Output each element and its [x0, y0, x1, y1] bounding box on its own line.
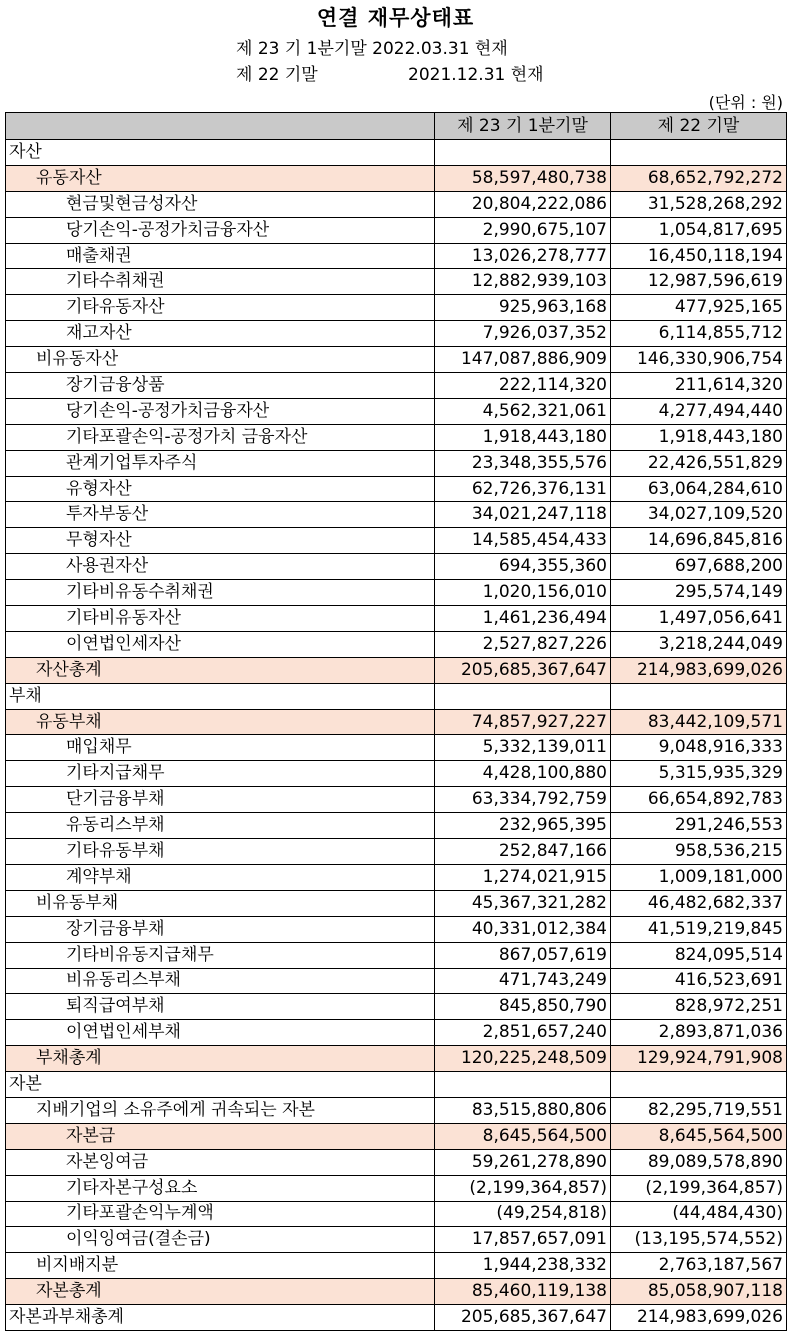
current-period-value: 23,348,355,576 — [435, 450, 611, 476]
table-row — [6, 864, 787, 890]
current-period-value: 252,847,166 — [435, 839, 611, 865]
current-period-value: 120,225,248,509 — [435, 1046, 611, 1072]
row-label: 자산 — [6, 140, 435, 166]
prior-period-value: 8,645,564,500 — [611, 1123, 787, 1149]
table-row — [6, 890, 787, 916]
table-row — [6, 787, 787, 813]
table-row — [6, 916, 787, 942]
row-label: 이연법인세부채 — [6, 1020, 435, 1046]
row-label: 기타비유동지급채무 — [6, 942, 435, 968]
row-label: 지배기업의 소유주에게 귀속되는 자본 — [6, 1097, 435, 1123]
row-label: 퇴직급여부채 — [6, 994, 435, 1020]
current-period-value: 1,918,443,180 — [435, 424, 611, 450]
row-label: 자본총계 — [6, 1279, 435, 1305]
table-row — [6, 295, 787, 321]
current-period-value: 867,057,619 — [435, 942, 611, 968]
row-label: 당기손익-공정가치금융자산 — [6, 398, 435, 424]
prior-period-value: 211,614,320 — [611, 373, 787, 399]
current-period-value: 4,562,321,061 — [435, 398, 611, 424]
row-label: 자본과부채총계 — [6, 1305, 435, 1331]
prior-period-value: 697,688,200 — [611, 554, 787, 580]
prior-period-value: 824,095,514 — [611, 942, 787, 968]
current-period-value: 5,332,139,011 — [435, 735, 611, 761]
table-row — [6, 631, 787, 657]
current-period-value: 74,857,927,227 — [435, 709, 611, 735]
prior-period-line — [236, 60, 544, 85]
row-label: 비지배지분 — [6, 1253, 435, 1279]
table-row — [6, 839, 787, 865]
table-row — [6, 606, 787, 632]
table-row — [6, 1097, 787, 1123]
table-row — [6, 243, 787, 269]
column-header-account — [6, 113, 435, 140]
current-period-value: 8,645,564,500 — [435, 1123, 611, 1149]
prior-period-value: 9,048,916,333 — [611, 735, 787, 761]
prior-period-value: 12,987,596,619 — [611, 269, 787, 295]
prior-period-value: 82,295,719,551 — [611, 1097, 787, 1123]
row-label: 기타자본구성요소 — [6, 1175, 435, 1201]
current-period-value: 4,428,100,880 — [435, 761, 611, 787]
prior-period-value — [611, 1072, 787, 1098]
prior-period-value: 46,482,682,337 — [611, 890, 787, 916]
row-label: 현금및현금성자산 — [6, 191, 435, 217]
table-row — [6, 528, 787, 554]
current-period-value: 1,020,156,010 — [435, 580, 611, 606]
prior-period-value: 4,277,494,440 — [611, 398, 787, 424]
current-period-value: 471,743,249 — [435, 968, 611, 994]
row-label: 유동자산 — [6, 165, 435, 191]
table-row — [6, 1305, 787, 1331]
prior-period-value: 2,763,187,567 — [611, 1253, 787, 1279]
table-row — [6, 191, 787, 217]
table-row — [6, 761, 787, 787]
prior-period-value: 66,654,892,783 — [611, 787, 787, 813]
row-label: 재고자산 — [6, 321, 435, 347]
table-row — [6, 321, 787, 347]
prior-period-value: 129,924,791,908 — [611, 1046, 787, 1072]
current-period-value: 13,026,278,777 — [435, 243, 611, 269]
current-period-line: 제 23 기 1분기말 2022.03.31 현재 — [236, 39, 508, 59]
row-label: 기타포괄손익누계액 — [6, 1201, 435, 1227]
prior-period-value: 146,330,906,754 — [611, 347, 787, 373]
table-row — [6, 476, 787, 502]
table-row — [6, 347, 787, 373]
prior-period-value: 22,426,551,829 — [611, 450, 787, 476]
prior-period-value: 1,009,181,000 — [611, 864, 787, 890]
table-row — [6, 269, 787, 295]
row-label: 비유동자산 — [6, 347, 435, 373]
table-header-row — [6, 113, 787, 140]
row-label: 비유동부채 — [6, 890, 435, 916]
prior-period-value: 31,528,268,292 — [611, 191, 787, 217]
row-label: 장기금융부채 — [6, 916, 435, 942]
prior-period-value: 85,058,907,118 — [611, 1279, 787, 1305]
table-row — [6, 398, 787, 424]
prior-period-value: 1,918,443,180 — [611, 424, 787, 450]
table-row — [6, 1175, 787, 1201]
row-label: 유동부채 — [6, 709, 435, 735]
current-period-value: (2,199,364,857) — [435, 1175, 611, 1201]
page-title: 연결 재무상태표 — [316, 6, 475, 30]
current-period-value: 205,685,367,647 — [435, 1305, 611, 1331]
table-row — [6, 1072, 787, 1098]
current-period-value: 7,926,037,352 — [435, 321, 611, 347]
table-row — [6, 502, 787, 528]
current-period-value: 45,367,321,282 — [435, 890, 611, 916]
row-label: 기타포괄손익-공정가치 금융자산 — [6, 424, 435, 450]
prior-period-value: 41,519,219,845 — [611, 916, 787, 942]
table-row — [6, 657, 787, 683]
prior-period-value: 828,972,251 — [611, 994, 787, 1020]
row-label: 장기금융상품 — [6, 373, 435, 399]
table-row — [6, 709, 787, 735]
table-row — [6, 1201, 787, 1227]
current-period-value: 63,334,792,759 — [435, 787, 611, 813]
table-row — [6, 580, 787, 606]
row-label: 기타비유동자산 — [6, 606, 435, 632]
row-label: 부채 — [6, 683, 435, 709]
prior-period-value: 958,536,215 — [611, 839, 787, 865]
current-period-value: 85,460,119,138 — [435, 1279, 611, 1305]
row-label: 기타비유동수취채권 — [6, 580, 435, 606]
table-row — [6, 735, 787, 761]
row-label: 기타유동부채 — [6, 839, 435, 865]
prior-period-value: 1,497,056,641 — [611, 606, 787, 632]
row-label: 이익잉여금(결손금) — [6, 1227, 435, 1253]
row-label: 매출채권 — [6, 243, 435, 269]
current-period-value: 1,274,021,915 — [435, 864, 611, 890]
prior-period-value: 291,246,553 — [611, 813, 787, 839]
current-period-value: 62,726,376,131 — [435, 476, 611, 502]
row-label: 계약부채 — [6, 864, 435, 890]
current-period-value: 58,597,480,738 — [435, 165, 611, 191]
current-period-value: 925,963,168 — [435, 295, 611, 321]
table-row — [6, 968, 787, 994]
current-period-value: 232,965,395 — [435, 813, 611, 839]
table-row — [6, 424, 787, 450]
balance-sheet-table — [5, 112, 787, 1331]
current-period-value: 1,944,238,332 — [435, 1253, 611, 1279]
prior-period-value — [611, 140, 787, 166]
row-label: 투자부동산 — [6, 502, 435, 528]
current-period-value: 694,355,360 — [435, 554, 611, 580]
current-period-value: (49,254,818) — [435, 1201, 611, 1227]
table-row — [6, 165, 787, 191]
prior-period-value: 5,315,935,329 — [611, 761, 787, 787]
row-label: 유동리스부채 — [6, 813, 435, 839]
current-period-value: 20,804,222,086 — [435, 191, 611, 217]
prior-period-value: 3,218,244,049 — [611, 631, 787, 657]
prior-period-value: 295,574,149 — [611, 580, 787, 606]
current-period-value: 59,261,278,890 — [435, 1149, 611, 1175]
table-row — [6, 1279, 787, 1305]
current-period-value: 17,857,657,091 — [435, 1227, 611, 1253]
row-label: 관계기업투자주식 — [6, 450, 435, 476]
prior-period-value: 34,027,109,520 — [611, 502, 787, 528]
current-period-value: 1,461,236,494 — [435, 606, 611, 632]
row-label: 사용권자산 — [6, 554, 435, 580]
current-period-value: 14,585,454,433 — [435, 528, 611, 554]
prior-period-value: 16,450,118,194 — [611, 243, 787, 269]
prior-period-value: 1,054,817,695 — [611, 217, 787, 243]
table-row — [6, 554, 787, 580]
row-label: 자본금 — [6, 1123, 435, 1149]
table-row — [6, 140, 787, 166]
current-period-value — [435, 1072, 611, 1098]
prior-period-value: (44,484,430) — [611, 1201, 787, 1227]
current-period-value: 222,114,320 — [435, 373, 611, 399]
table-row — [6, 994, 787, 1020]
current-period-value: 2,527,827,226 — [435, 631, 611, 657]
table-row — [6, 1253, 787, 1279]
table-row — [6, 813, 787, 839]
prior-period-value: 477,925,165 — [611, 295, 787, 321]
current-period-value: 2,990,675,107 — [435, 217, 611, 243]
prior-period-value: 2,893,871,036 — [611, 1020, 787, 1046]
prior-period-value: (13,195,574,552) — [611, 1227, 787, 1253]
current-period-value — [435, 683, 611, 709]
row-label: 부채총계 — [6, 1046, 435, 1072]
current-period-value: 12,882,939,103 — [435, 269, 611, 295]
prior-period-value: 214,983,699,026 — [611, 657, 787, 683]
table-row — [6, 1149, 787, 1175]
prior-period-value: 214,983,699,026 — [611, 1305, 787, 1331]
current-period-value: 147,087,886,909 — [435, 347, 611, 373]
current-period-value — [435, 140, 611, 166]
row-label: 유형자산 — [6, 476, 435, 502]
current-period-value: 83,515,880,806 — [435, 1097, 611, 1123]
prior-period-date: 2021.12.31 현재 — [408, 65, 544, 85]
table-row — [6, 450, 787, 476]
row-label: 자본 — [6, 1072, 435, 1098]
row-label: 당기손익-공정가치금융자산 — [6, 217, 435, 243]
row-label: 기타유동자산 — [6, 295, 435, 321]
row-label: 매입채무 — [6, 735, 435, 761]
prior-period-value: 14,696,845,816 — [611, 528, 787, 554]
row-label: 단기금융부채 — [6, 787, 435, 813]
row-label: 무형자산 — [6, 528, 435, 554]
column-header-current: 제 23 기 1분기말 — [435, 113, 611, 140]
prior-period-label: 제 22 기말 — [236, 65, 318, 85]
table-row — [6, 1227, 787, 1253]
table-row — [6, 1046, 787, 1072]
prior-period-value — [611, 683, 787, 709]
column-header-prior: 제 22 기말 — [611, 113, 787, 140]
current-period-value: 845,850,790 — [435, 994, 611, 1020]
table-row — [6, 683, 787, 709]
prior-period-value: 6,114,855,712 — [611, 321, 787, 347]
table-row — [6, 1020, 787, 1046]
table-row — [6, 942, 787, 968]
prior-period-value: 416,523,691 — [611, 968, 787, 994]
current-period-value: 2,851,657,240 — [435, 1020, 611, 1046]
current-period-value: 40,331,012,384 — [435, 916, 611, 942]
row-label: 이연법인세자산 — [6, 631, 435, 657]
table-row — [6, 373, 787, 399]
row-label: 기타수취채권 — [6, 269, 435, 295]
unit-label: (단위 : 원) — [708, 93, 783, 112]
prior-period-value: 89,089,578,890 — [611, 1149, 787, 1175]
prior-period-value: 68,652,792,272 — [611, 165, 787, 191]
prior-period-value: 63,064,284,610 — [611, 476, 787, 502]
row-label: 기타지급채무 — [6, 761, 435, 787]
current-period-value: 205,685,367,647 — [435, 657, 611, 683]
prior-period-value: (2,199,364,857) — [611, 1175, 787, 1201]
table-row — [6, 1123, 787, 1149]
row-label: 자산총계 — [6, 657, 435, 683]
current-period-value: 34,021,247,118 — [435, 502, 611, 528]
row-label: 자본잉여금 — [6, 1149, 435, 1175]
row-label: 비유동리스부채 — [6, 968, 435, 994]
table-row — [6, 217, 787, 243]
prior-period-value: 83,442,109,571 — [611, 709, 787, 735]
